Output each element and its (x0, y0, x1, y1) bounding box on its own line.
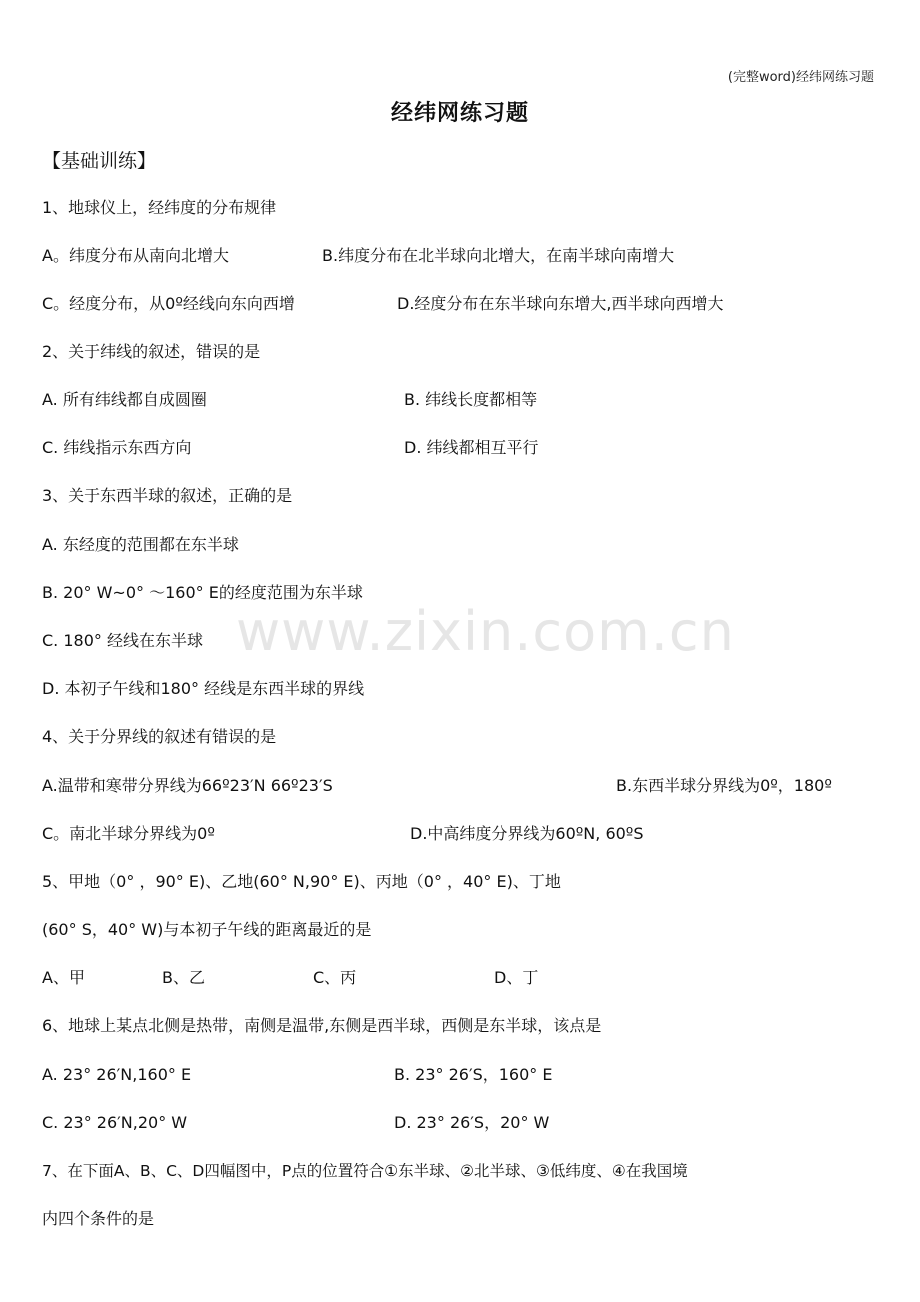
question-3-option-a: A. 东经度的范围都在东半球 (42, 535, 239, 554)
question-6-option-c: C. 23° 26′N,20° W (42, 1113, 188, 1132)
question-4-option-d: D.中高纬度分界线为60ºN, 60ºS (410, 824, 644, 843)
question-6-stem: 6、地球上某点北侧是热带，南侧是温带,东侧是西半球，西侧是东半球，该点是 (42, 1016, 602, 1035)
question-5-option-a: A、甲 (42, 968, 85, 987)
question-4-option-b: B.东西半球分界线为0º，180º (616, 776, 832, 795)
page-title: 经纬网练习题 (390, 101, 529, 126)
question-1-option-a: A。纬度分布从南向北增大 (42, 246, 229, 265)
question-2-option-b: B. 纬线长度都相等 (404, 390, 538, 409)
question-6-option-d: D. 23° 26′S，20° W (394, 1113, 550, 1132)
watermark: www.zixin.com.cn (236, 600, 735, 663)
question-5-stem-line-2: (60° S，40° W)与本初子午线的距离最近的是 (42, 920, 372, 939)
question-6-option-b: B. 23° 26′S，160° E (394, 1065, 553, 1084)
question-2-option-a: A. 所有纬线都自成圆圈 (42, 390, 207, 409)
question-4-option-c: C。南北半球分界线为0º (42, 824, 215, 843)
question-3-option-d: D. 本初子午线和180° 经线是东西半球的界线 (42, 679, 365, 698)
question-7-stem-line-2: 内四个条件的是 (42, 1209, 155, 1228)
document-header-note: (完整word)经纬网练习题 (727, 70, 874, 85)
question-3-stem: 3、关于东西半球的叙述，正确的是 (42, 486, 293, 505)
section-heading: 【基础训练】 (42, 150, 157, 172)
question-2-option-d: D. 纬线都相互平行 (404, 438, 539, 457)
question-4-option-a: A.温带和寒带分界线为66º23′N 66º23′S (42, 776, 333, 795)
question-1-option-d: D.经度分布在东半球向东增大,西半球向西增大 (397, 294, 724, 313)
question-1-option-b: B.纬度分布在北半球向北增大，在南半球向南增大 (322, 246, 675, 265)
question-4-stem: 4、关于分界线的叙述有错误的是 (42, 727, 277, 746)
question-2-option-c: C. 纬线指示东西方向 (42, 438, 192, 457)
question-5-option-c: C、丙 (313, 968, 357, 987)
question-1-option-c: C。经度分布，从0º经线向东向西增 (42, 294, 295, 313)
question-3-option-c: C. 180° 经线在东半球 (42, 631, 203, 650)
question-5-stem-line-1: 5、甲地（0° ，90° E)、乙地(60° N,90° E)、丙地（0° ，40° E)、丁地 (42, 872, 561, 891)
question-7-stem-line-1: 7、在下面A、B、C、D四幅图中，P点的位置符合①东半球、②北半球、③低纬度、④在我国境 (42, 1162, 688, 1180)
question-1-stem: 1、地球仪上，经纬度的分布规律 (42, 198, 277, 217)
question-6-option-a: A. 23° 26′N,160° E (42, 1065, 192, 1084)
question-3-option-b: B. 20° W~0° ～160° E的经度范围为东半球 (42, 583, 363, 602)
question-5-option-d: D、丁 (494, 968, 539, 987)
question-2-stem: 2、关于纬线的叙述，错误的是 (42, 342, 261, 361)
question-5-option-b: B、乙 (162, 968, 205, 987)
